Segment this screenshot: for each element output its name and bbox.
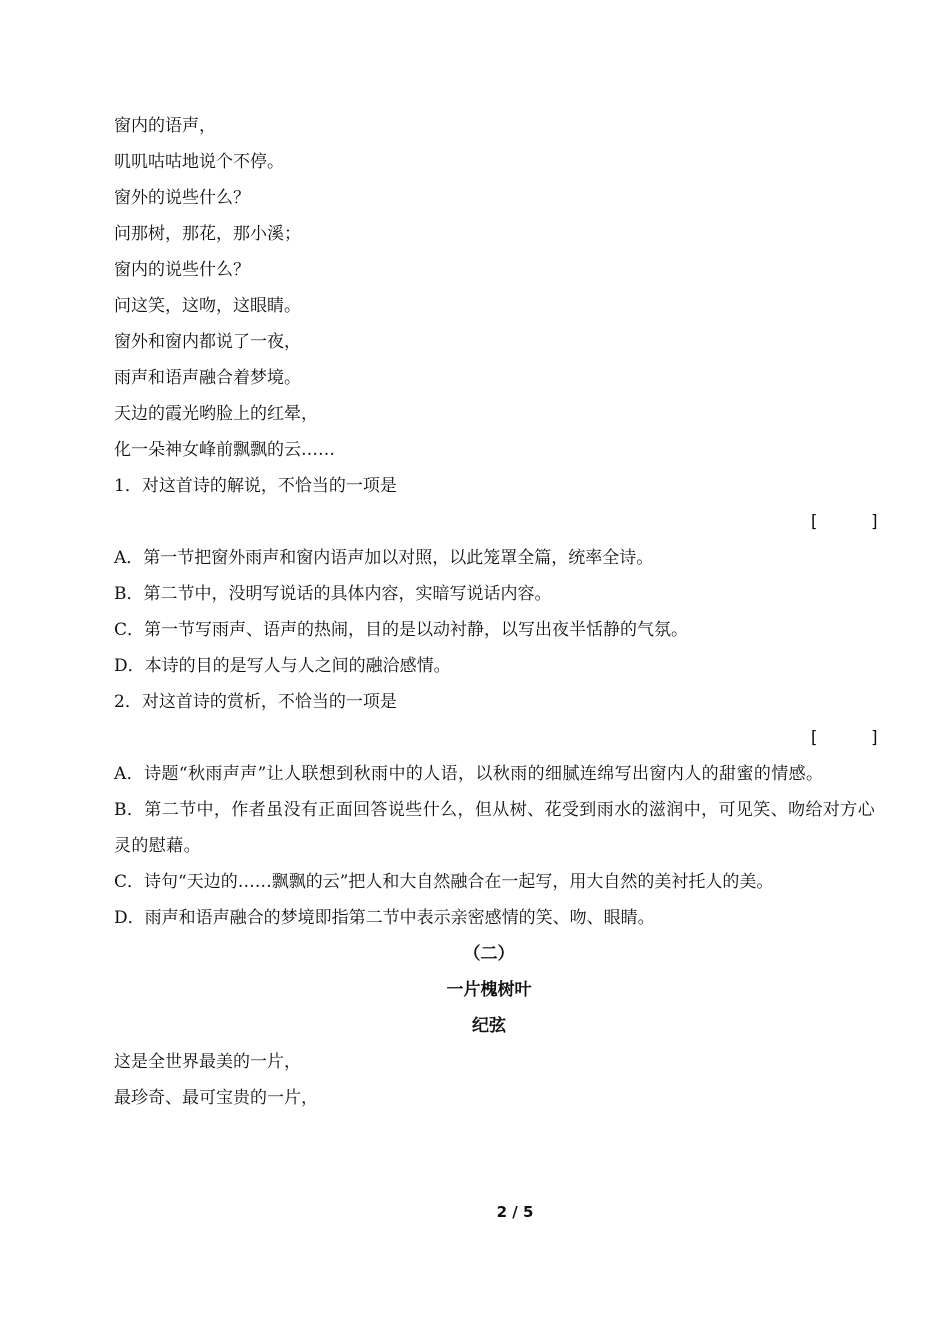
question-stem: 2．对这首诗的赏析，不恰当的一项是 bbox=[114, 692, 397, 712]
poem-line: 问这笑，这吻，这眼睛。 bbox=[114, 296, 301, 316]
question-2 bbox=[114, 684, 884, 936]
answer-bracket: [ ] bbox=[808, 728, 880, 748]
poem-line: 窗内的说些什么？ bbox=[114, 260, 250, 280]
option-d: D．雨声和语声融合的梦境即指第二节中表示亲密感情的笑、吻、眼睛。 bbox=[114, 908, 655, 928]
poem-line: 问那树，那花，那小溪； bbox=[114, 224, 301, 244]
poem-line: 天边的霞光哟脸上的红晕， bbox=[114, 404, 318, 424]
option-b: B．第二节中，作者虽没有正面回答说些什么，但从树、花受到雨水的滋润中，可见笑、吻给对方心灵的慰藉。 bbox=[114, 800, 876, 856]
option-d: D．本诗的目的是写人与人之间的融洽感情。 bbox=[114, 656, 451, 676]
poem-line: 这是全世界最美的一片， bbox=[114, 1052, 301, 1072]
option-c: C．诗句“天边的……飘飘的云”把人和大自然融合在一起写，用大自然的美衬托人的美。 bbox=[114, 872, 774, 892]
document-page bbox=[114, 108, 884, 1116]
poem-line: 化一朵神女峰前飘飘的云…… bbox=[114, 440, 335, 460]
section-number: （二） bbox=[463, 944, 515, 964]
question-stem: 1．对这首诗的解说，不恰当的一项是 bbox=[114, 476, 397, 496]
page-indicator: 2 / 5 bbox=[496, 1203, 534, 1221]
option-a: A．第一节把窗外雨声和窗内语声加以对照，以此笼罩全篇，统率全诗。 bbox=[114, 548, 654, 568]
poem-title: 一片槐树叶 bbox=[446, 980, 532, 1000]
option-b: B．第二节中，没明写说话的具体内容，实暗写说话内容。 bbox=[114, 584, 552, 604]
poem-line: 叽叽咕咕地说个不停。 bbox=[114, 152, 284, 172]
poem-author: 纪弦 bbox=[472, 1016, 506, 1036]
poem-one bbox=[114, 108, 884, 468]
poem-line: 窗外的说些什么？ bbox=[114, 188, 250, 208]
answer-bracket: [ ] bbox=[808, 512, 880, 532]
poem-line: 窗内的语声， bbox=[114, 116, 216, 136]
section-two bbox=[114, 936, 884, 1116]
question-1 bbox=[114, 468, 884, 684]
poem-line: 最珍奇、最可宝贵的一片， bbox=[114, 1088, 318, 1108]
poem-line: 雨声和语声融合着梦境。 bbox=[114, 368, 301, 388]
option-c: C．第一节写雨声、语声的热闹，目的是以动衬静，以写出夜半恬静的气氛。 bbox=[114, 620, 689, 640]
option-a: A．诗题“秋雨声声”让人联想到秋雨中的人语，以秋雨的细腻连绵写出窗内人的甜蜜的情感。 bbox=[114, 764, 824, 784]
poem-line: 窗外和窗内都说了一夜， bbox=[114, 332, 301, 352]
